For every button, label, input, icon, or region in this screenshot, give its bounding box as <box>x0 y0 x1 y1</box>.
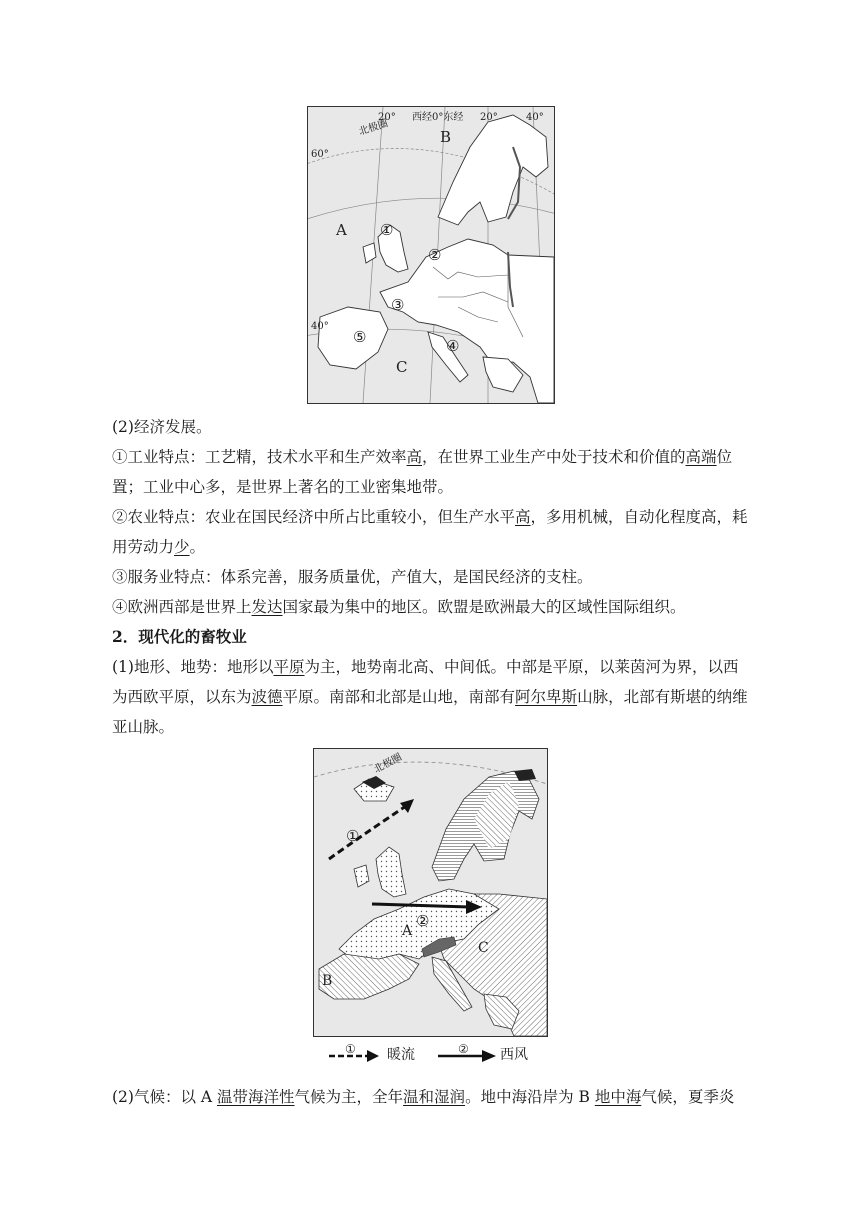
map-number-3: ③ <box>391 296 405 314</box>
answer-underline: 高 <box>515 508 531 526</box>
arctic-circle-label: 北极圈 <box>372 751 404 776</box>
text-run: 国家最为集中的地区。欧盟是欧洲最大的区域性国际组织。 <box>282 598 686 616</box>
europe-climate-map <box>313 748 548 1037</box>
lon-label-20e: 20° <box>480 112 498 123</box>
text-run: ，多用机械，自动化程度高，耗用劳动力 <box>112 508 748 556</box>
lat-label-40: 40° <box>311 321 329 332</box>
terrain-paragraph <box>112 652 748 742</box>
text-run: ①工业特点：工艺精，技术水平和生产效率 <box>112 448 407 466</box>
legend-number: ① <box>345 1044 356 1056</box>
answer-underline: 高 <box>406 448 423 466</box>
map-number-2: ② <box>416 912 430 930</box>
text-run: 为主，地势南北高、中间低。中部是平原，以莱茵河为界，以西为西欧平原，以东为 <box>112 658 739 706</box>
economy-heading: (2)经济发展。 <box>112 418 212 436</box>
text-run: ④欧洲西部是世界上 <box>112 598 252 616</box>
map-letter-b: B <box>440 128 452 146</box>
text-run: 气候，夏季炎 <box>641 1088 735 1106</box>
industry-paragraph <box>112 442 748 502</box>
lon-label-0: 西经0°东经 <box>412 112 464 123</box>
dashed-arrow-icon <box>327 1044 383 1064</box>
map-letter-b: B <box>322 973 333 989</box>
arctic-circle-label: 北极圈 <box>357 118 390 138</box>
map-number-1: ① <box>380 221 394 239</box>
map-legend-warm-current <box>327 1044 415 1064</box>
answer-underline: 少 <box>174 538 190 556</box>
solid-arrow-icon <box>436 1044 498 1064</box>
europe-political-map <box>307 106 555 404</box>
map-letter-c: C <box>396 358 408 376</box>
map-letter-a: A <box>336 221 347 239</box>
map-number-4: ④ <box>446 337 460 355</box>
climate-paragraph <box>112 1082 748 1112</box>
text-run: ②农业特点：农业在国民经济中所占比重较小，但生产水平 <box>112 508 516 526</box>
text-run: (2)气候：以 A <box>112 1088 218 1106</box>
text-run: (1)地形、地势：地形以 <box>112 658 274 676</box>
answer-underline: 温带海洋性 <box>217 1088 295 1106</box>
text-run: 。地中海沿岸为 B <box>465 1088 595 1106</box>
answer-underline: 阿尔卑斯 <box>515 688 578 706</box>
text-run: 气候为主，全年 <box>294 1088 404 1106</box>
map-letter-c: C <box>478 940 489 956</box>
text-run: 位置；工业中心多，是世界上著名的工业密集地带。 <box>112 448 733 496</box>
answer-underline: 波德 <box>251 688 283 706</box>
map-letter-a: A <box>402 923 413 939</box>
text-run: ，在世界工业生产中处于技术和价值的 <box>422 448 686 466</box>
agriculture-paragraph <box>112 502 748 562</box>
answer-underline: 温和湿润 <box>403 1088 466 1106</box>
text-run: 山脉，北部有斯堪的纳维亚山脉。 <box>112 688 748 736</box>
legend-number: ② <box>458 1044 469 1056</box>
map-number-2: ② <box>428 246 442 264</box>
text-run: 。 <box>189 538 206 556</box>
map-legend-westerly <box>436 1044 528 1064</box>
answer-underline: 平原 <box>273 658 305 676</box>
lon-label-40e: 40° <box>526 112 544 123</box>
answer-underline: 高端 <box>685 448 717 466</box>
map-number-1: ① <box>346 827 360 845</box>
text-run: 平原。南部和北部是山地，南部有 <box>282 688 516 706</box>
lon-label-20w: 20° <box>378 112 396 123</box>
answer-underline: 发达 <box>251 598 283 616</box>
answer-underline: 地中海 <box>594 1088 642 1106</box>
section-title: 2．现代化的畜牧业 <box>112 627 247 646</box>
legend-label: 西风 <box>500 1047 528 1063</box>
service-paragraph: ③服务业特点：体系完善，服务质量优，产值大，是国民经济的支柱。 <box>112 568 593 586</box>
legend-label: 暖流 <box>387 1047 415 1063</box>
lat-label-60: 60° <box>311 149 329 160</box>
developed-paragraph <box>112 592 748 622</box>
map-number-5: ⑤ <box>353 328 367 346</box>
